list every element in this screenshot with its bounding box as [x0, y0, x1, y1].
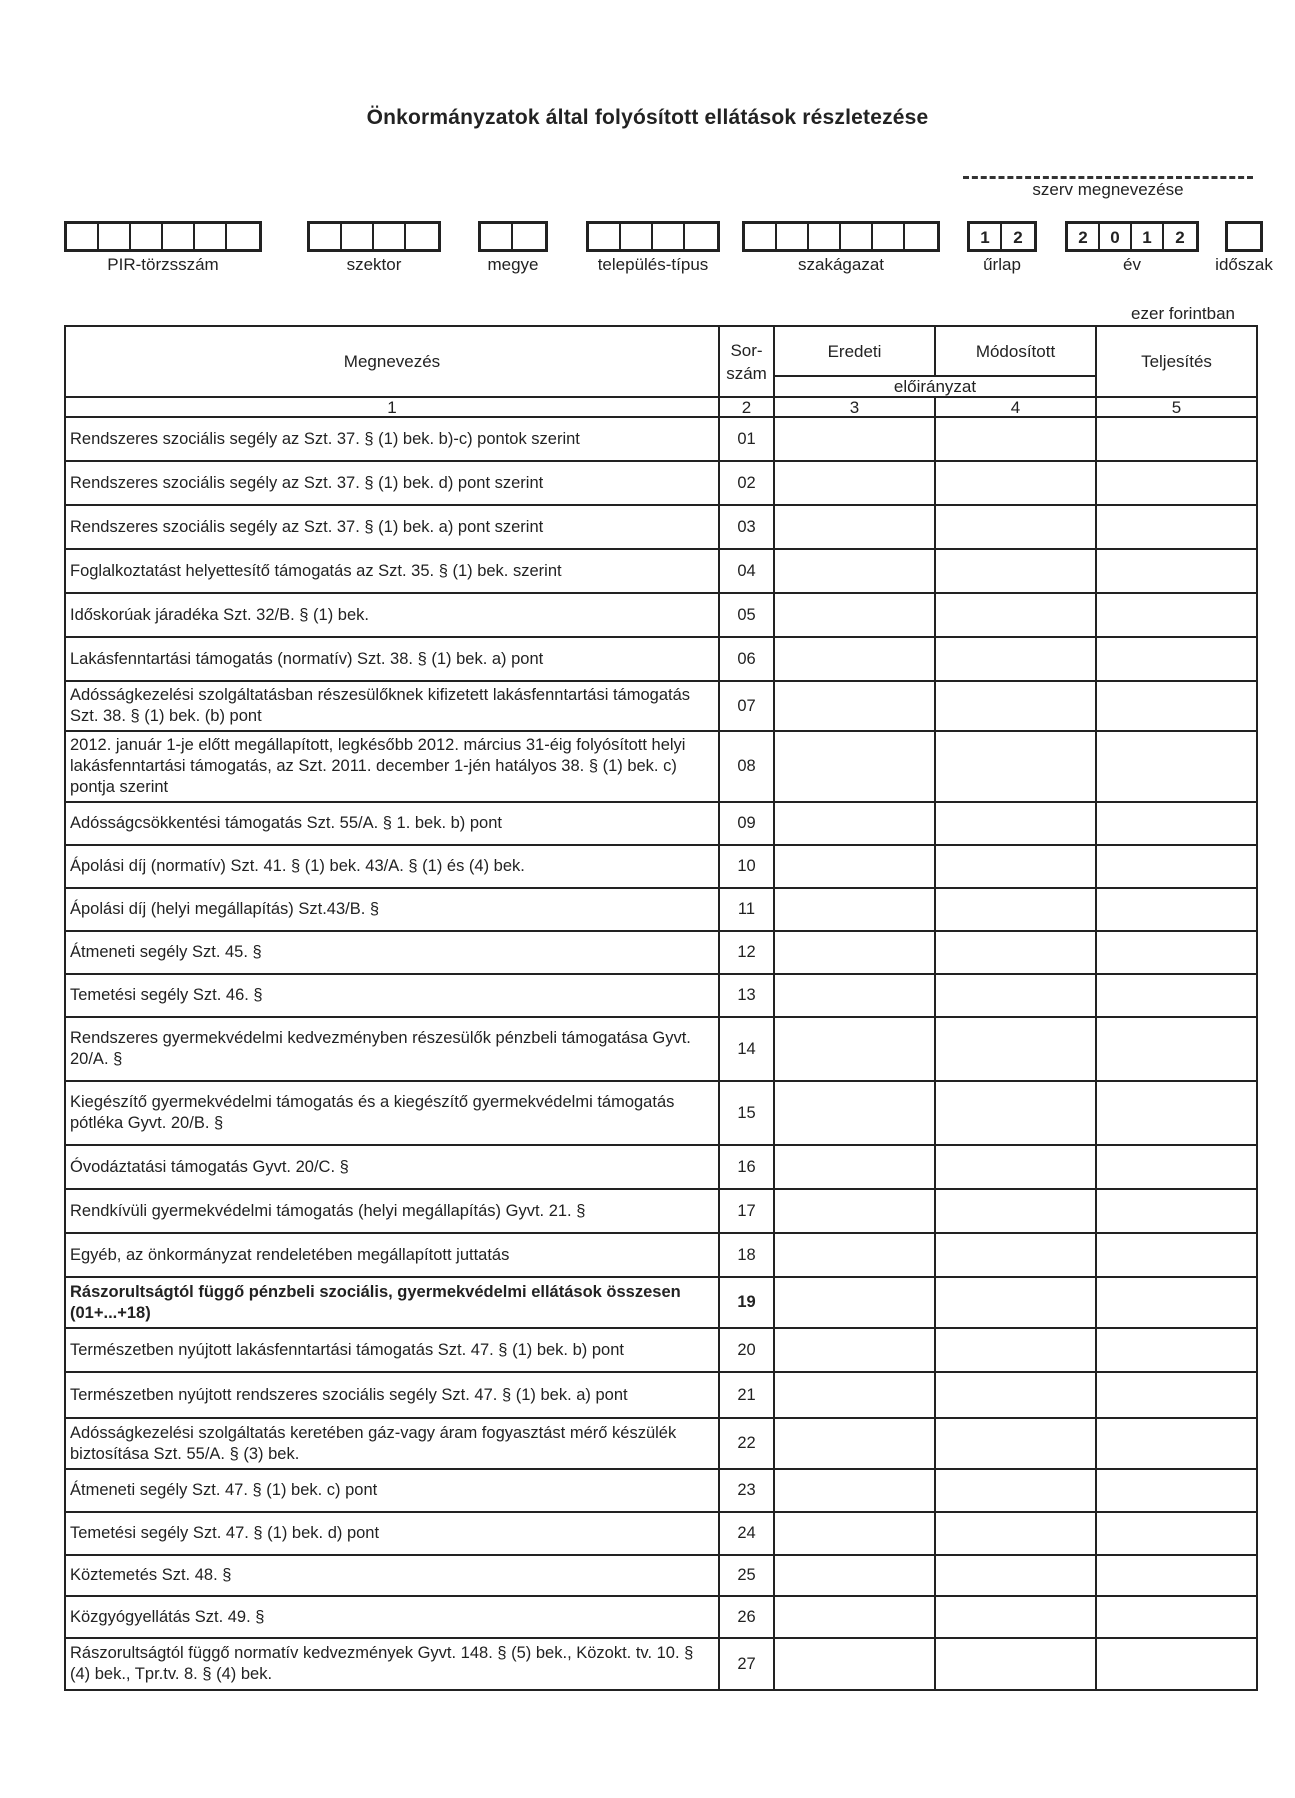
- code-box[interactable]: [227, 224, 259, 249]
- row-label: Foglalkoztatást helyettesítő támogatás az Szt. 35. § (1) bek. szerint: [65, 549, 719, 593]
- row-code: 08: [719, 731, 774, 802]
- code-group-label: PIR-törzsszám: [107, 255, 219, 274]
- code-box-row: [742, 221, 940, 252]
- performance-cell[interactable]: [1096, 681, 1257, 731]
- performance-cell[interactable]: [1096, 549, 1257, 593]
- col-number: 5: [1096, 397, 1257, 417]
- row-label: Lakásfenntartási támogatás (normatív) Szt. 38. § (1) bek. a) pont: [65, 637, 719, 681]
- row-label: Természetben nyújtott rendszeres szociális segély Szt. 47. § (1) bek. a) pont: [65, 1372, 719, 1418]
- performance-cell[interactable]: [1096, 505, 1257, 549]
- modified-cell[interactable]: [935, 974, 1096, 1017]
- code-box[interactable]: [621, 224, 653, 249]
- row-code: 07: [719, 681, 774, 731]
- original-cell[interactable]: [774, 888, 935, 931]
- modified-cell[interactable]: [935, 1017, 1096, 1081]
- code-box[interactable]: [777, 224, 809, 249]
- original-cell[interactable]: [774, 845, 935, 888]
- table-row: [65, 593, 1257, 637]
- row-code: 04: [719, 549, 774, 593]
- row-code: 01: [719, 417, 774, 461]
- row-code: 21: [719, 1372, 774, 1418]
- modified-cell[interactable]: [935, 505, 1096, 549]
- code-box[interactable]: [841, 224, 873, 249]
- row-code: 23: [719, 1469, 774, 1512]
- table-row: [65, 1596, 1257, 1638]
- code-group-label: szakágazat: [798, 255, 884, 274]
- modified-cell[interactable]: [935, 1328, 1096, 1372]
- row-label: Rászorultságtól függő pénzbeli szociális, gyermekvédelmi ellátások összesen (01+...+18): [65, 1277, 719, 1328]
- code-box[interactable]: [1228, 224, 1260, 249]
- code-box[interactable]: [685, 224, 717, 249]
- code-box[interactable]: [873, 224, 905, 249]
- header-serial: [719, 326, 774, 397]
- original-cell[interactable]: [774, 417, 935, 461]
- row-label: Óvodáztatási támogatás Gyvt. 20/C. §: [65, 1145, 719, 1189]
- performance-cell[interactable]: [1096, 1328, 1257, 1372]
- modified-cell[interactable]: [935, 1596, 1096, 1638]
- code-group-label: év: [1123, 255, 1141, 274]
- performance-cell[interactable]: [1096, 1233, 1257, 1277]
- table-row: [65, 1638, 1257, 1690]
- table-row: [65, 505, 1257, 549]
- org-name-label: szerv megnevezése: [1032, 180, 1184, 199]
- performance-cell[interactable]: [1096, 1418, 1257, 1469]
- performance-cell[interactable]: [1096, 1017, 1257, 1081]
- original-cell[interactable]: [774, 1145, 935, 1189]
- code-box-row: [478, 221, 548, 252]
- row-label: Rendszeres szociális segély az Szt. 37. § (1) bek. a) pont szerint: [65, 505, 719, 549]
- table-row: [65, 549, 1257, 593]
- original-cell[interactable]: [774, 1189, 935, 1233]
- table-row: [65, 1189, 1257, 1233]
- row-label: Rendkívüli gyermekvédelmi támogatás (helyi megállapítás) Gyvt. 21. §: [65, 1189, 719, 1233]
- code-boxes: [0, 221, 1295, 281]
- modified-cell[interactable]: [935, 1189, 1096, 1233]
- original-cell[interactable]: [774, 802, 935, 845]
- header-appropriation: előirányzat: [774, 376, 1096, 397]
- performance-cell[interactable]: [1096, 637, 1257, 681]
- modified-cell[interactable]: [935, 1277, 1096, 1328]
- code-box[interactable]: 0: [1100, 224, 1132, 249]
- row-label: 2012. január 1-je előtt megállapított, legkésőbb 2012. március 31-éig folyósított helyi lakásfenntartási támogatás, az Szt. 2011. december 1-jén hatályos 38. § (1) bek. c) pontja szerint: [65, 731, 719, 802]
- table-row: [65, 1555, 1257, 1596]
- modified-cell[interactable]: [935, 845, 1096, 888]
- header-serial-line1: Sor-: [730, 340, 763, 360]
- original-cell[interactable]: [774, 1512, 935, 1555]
- original-cell[interactable]: [774, 1418, 935, 1469]
- row-code: 17: [719, 1189, 774, 1233]
- performance-cell[interactable]: [1096, 417, 1257, 461]
- row-label: Temetési segély Szt. 47. § (1) bek. d) pont: [65, 1512, 719, 1555]
- code-group: [1215, 221, 1273, 275]
- row-code: 09: [719, 802, 774, 845]
- code-box[interactable]: [513, 224, 545, 249]
- code-box[interactable]: [310, 224, 342, 249]
- row-label: Temetési segély Szt. 46. §: [65, 974, 719, 1017]
- row-code: 19: [719, 1277, 774, 1328]
- modified-cell[interactable]: [935, 549, 1096, 593]
- modified-cell[interactable]: [935, 731, 1096, 802]
- performance-cell[interactable]: [1096, 974, 1257, 1017]
- row-code: 14: [719, 1017, 774, 1081]
- original-cell[interactable]: [774, 505, 935, 549]
- performance-cell[interactable]: [1096, 593, 1257, 637]
- modified-cell[interactable]: [935, 1372, 1096, 1418]
- original-cell[interactable]: [774, 1277, 935, 1328]
- row-label: Rászorultságtól függő normatív kedvezmények Gyvt. 148. § (5) bek., Közokt. tv. 10. § (4) bek., Tpr.tv. 8. § (4) bek.: [65, 1638, 719, 1690]
- original-cell[interactable]: [774, 931, 935, 974]
- table-row: [65, 1372, 1257, 1418]
- table-row: [65, 1017, 1257, 1081]
- row-code: 05: [719, 593, 774, 637]
- col-number: 3: [774, 397, 935, 417]
- row-label: Adósságkezelési szolgáltatásban részesülőknek kifizetett lakásfenntartási támogatás Szt. 38. § (1) bek. (b) pont: [65, 681, 719, 731]
- row-label: Időskorúak járadéka Szt. 32/B. § (1) bek.: [65, 593, 719, 637]
- header-original: Eredeti: [774, 326, 935, 376]
- performance-cell[interactable]: [1096, 1372, 1257, 1418]
- original-cell[interactable]: [774, 1555, 935, 1596]
- row-code: 18: [719, 1233, 774, 1277]
- code-group-label: megye: [487, 255, 539, 274]
- code-box[interactable]: [67, 224, 99, 249]
- code-box[interactable]: 2: [1068, 224, 1100, 249]
- performance-cell[interactable]: [1096, 888, 1257, 931]
- performance-cell[interactable]: [1096, 1145, 1257, 1189]
- performance-cell[interactable]: [1096, 845, 1257, 888]
- code-group: [586, 221, 720, 275]
- row-label: Adósságkezelési szolgáltatás keretében gáz-vagy áram fogyasztást mérő készülék biztosítása Szt. 55/A. § (3) bek.: [65, 1418, 719, 1469]
- code-box[interactable]: [653, 224, 685, 249]
- performance-cell[interactable]: [1096, 1638, 1257, 1690]
- original-cell[interactable]: [774, 1017, 935, 1081]
- table-row: [65, 802, 1257, 845]
- code-box[interactable]: [809, 224, 841, 249]
- modified-cell[interactable]: [935, 1081, 1096, 1145]
- col-number: 4: [935, 397, 1096, 417]
- original-cell[interactable]: [774, 593, 935, 637]
- performance-cell[interactable]: [1096, 1081, 1257, 1145]
- modified-cell[interactable]: [935, 931, 1096, 974]
- table-row: [65, 681, 1257, 731]
- code-group: [742, 221, 940, 275]
- code-group-label: szektor: [346, 255, 402, 274]
- modified-cell[interactable]: [935, 681, 1096, 731]
- code-box-row: [967, 221, 1037, 252]
- row-label: Köztemetés Szt. 48. §: [65, 1555, 719, 1596]
- row-code: 03: [719, 505, 774, 549]
- table-row: [65, 1145, 1257, 1189]
- header-modified: Módosított: [935, 326, 1096, 376]
- modified-cell[interactable]: [935, 1555, 1096, 1596]
- modified-cell[interactable]: [935, 1145, 1096, 1189]
- table-row: [65, 931, 1257, 974]
- performance-cell[interactable]: [1096, 1512, 1257, 1555]
- allowance-table: [64, 325, 1258, 1691]
- original-cell[interactable]: [774, 1638, 935, 1690]
- code-box-row: [586, 221, 720, 252]
- table-row: [65, 1418, 1257, 1469]
- row-label: Átmeneti segély Szt. 45. §: [65, 931, 719, 974]
- row-label: Adósságcsökkentési támogatás Szt. 55/A. § 1. bek. b) pont: [65, 802, 719, 845]
- code-box[interactable]: 1: [1132, 224, 1164, 249]
- table-row: [65, 731, 1257, 802]
- original-cell[interactable]: [774, 549, 935, 593]
- table-row: [65, 1277, 1257, 1328]
- row-label: Egyéb, az önkormányzat rendeletében megállapított juttatás: [65, 1233, 719, 1277]
- row-code: 25: [719, 1555, 774, 1596]
- code-box-row: [307, 221, 441, 252]
- performance-cell[interactable]: [1096, 461, 1257, 505]
- modified-cell[interactable]: [935, 593, 1096, 637]
- row-label: Ápolási díj (helyi megállapítás) Szt.43/B. §: [65, 888, 719, 931]
- performance-cell[interactable]: [1096, 1189, 1257, 1233]
- row-label: Rendszeres szociális segély az Szt. 37. § (1) bek. d) pont szerint: [65, 461, 719, 505]
- code-box-row: [64, 221, 262, 252]
- performance-cell[interactable]: [1096, 731, 1257, 802]
- code-box[interactable]: [131, 224, 163, 249]
- table-row: [65, 1233, 1257, 1277]
- code-box[interactable]: [905, 224, 937, 249]
- modified-cell[interactable]: [935, 802, 1096, 845]
- row-code: 10: [719, 845, 774, 888]
- modified-cell[interactable]: [935, 1512, 1096, 1555]
- table-row: [65, 845, 1257, 888]
- header-performance: Teljesítés: [1096, 326, 1257, 397]
- code-box[interactable]: 1: [970, 224, 1002, 249]
- modified-cell[interactable]: [935, 888, 1096, 931]
- row-code: 06: [719, 637, 774, 681]
- performance-cell[interactable]: [1096, 1596, 1257, 1638]
- row-code: 16: [719, 1145, 774, 1189]
- code-box[interactable]: 2: [1013, 228, 1023, 247]
- code-group-label: időszak: [1215, 255, 1273, 274]
- col-number: 1: [65, 397, 719, 417]
- row-label: Ápolási díj (normatív) Szt. 41. § (1) bek. 43/A. § (1) és (4) bek.: [65, 845, 719, 888]
- table-row: [65, 1081, 1257, 1145]
- performance-cell[interactable]: [1096, 802, 1257, 845]
- table-row: [65, 1512, 1257, 1555]
- code-group: [1065, 221, 1199, 275]
- code-box[interactable]: [406, 224, 438, 249]
- row-label: Rendszeres szociális segély az Szt. 37. § (1) bek. b)-c) pontok szerint: [65, 417, 719, 461]
- code-box-row: [1065, 221, 1199, 252]
- org-name-line[interactable]: [963, 176, 1253, 179]
- table-row: [65, 417, 1257, 461]
- row-code: 22: [719, 1418, 774, 1469]
- modified-cell[interactable]: [935, 1233, 1096, 1277]
- row-label: Átmeneti segély Szt. 47. § (1) bek. c) pont: [65, 1469, 719, 1512]
- row-code: 24: [719, 1512, 774, 1555]
- code-box[interactable]: [195, 224, 227, 249]
- original-cell[interactable]: [774, 1469, 935, 1512]
- original-cell[interactable]: [774, 1233, 935, 1277]
- code-box-row: [1225, 221, 1263, 252]
- code-box[interactable]: [99, 224, 131, 249]
- row-code: 15: [719, 1081, 774, 1145]
- performance-cell[interactable]: [1096, 1469, 1257, 1512]
- original-cell[interactable]: [774, 731, 935, 802]
- original-cell[interactable]: [774, 1596, 935, 1638]
- performance-cell[interactable]: [1096, 1277, 1257, 1328]
- original-cell[interactable]: [774, 637, 935, 681]
- row-code: 26: [719, 1596, 774, 1638]
- modified-cell[interactable]: [935, 417, 1096, 461]
- code-group: [307, 221, 441, 275]
- row-label: Rendszeres gyermekvédelmi kedvezményben részesülők pénzbeli támogatása Gyvt. 20/A. §: [65, 1017, 719, 1081]
- row-code: 20: [719, 1328, 774, 1372]
- row-label: Kiegészítő gyermekvédelmi támogatás és a kiegészítő gyermekvédelmi támogatás pótléka Gyvt. 20/B. §: [65, 1081, 719, 1145]
- original-cell[interactable]: [774, 974, 935, 1017]
- row-label: Közgyógyellátás Szt. 49. §: [65, 1596, 719, 1638]
- code-box[interactable]: [481, 224, 513, 249]
- table-row: [65, 974, 1257, 1017]
- code-box[interactable]: [589, 224, 621, 249]
- code-group: [478, 221, 548, 275]
- original-cell[interactable]: [774, 1372, 935, 1418]
- modified-cell[interactable]: [935, 1469, 1096, 1512]
- code-box[interactable]: [163, 224, 195, 249]
- code-box[interactable]: [342, 224, 374, 249]
- col-number: 2: [719, 397, 774, 417]
- modified-cell[interactable]: [935, 1418, 1096, 1469]
- row-code: 12: [719, 931, 774, 974]
- original-cell[interactable]: [774, 461, 935, 505]
- header-serial-line2: szám: [726, 363, 767, 383]
- modified-cell[interactable]: [935, 1638, 1096, 1690]
- row-label: Természetben nyújtott lakásfenntartási támogatás Szt. 47. § (1) bek. b) pont: [65, 1328, 719, 1372]
- code-box[interactable]: [745, 224, 777, 249]
- original-cell[interactable]: [774, 681, 935, 731]
- row-code: 27: [719, 1638, 774, 1690]
- table-row: [65, 461, 1257, 505]
- code-group-label: település-típus: [597, 255, 709, 274]
- performance-cell[interactable]: [1096, 931, 1257, 974]
- code-group-label: űrlap: [983, 255, 1021, 274]
- row-code: 02: [719, 461, 774, 505]
- performance-cell[interactable]: [1096, 1555, 1257, 1596]
- page-title: Önkormányzatok által folyósított ellátások részletezése: [366, 106, 929, 129]
- table-row: [65, 637, 1257, 681]
- row-code: 11: [719, 888, 774, 931]
- code-box[interactable]: 2: [1175, 228, 1185, 247]
- code-group: [64, 221, 262, 275]
- unit-label: ezer forintban: [1131, 304, 1235, 323]
- modified-cell[interactable]: [935, 461, 1096, 505]
- table-row: [65, 888, 1257, 931]
- table-row: [65, 1328, 1257, 1372]
- header-name: Megnevezés: [65, 326, 719, 397]
- original-cell[interactable]: [774, 1328, 935, 1372]
- code-box[interactable]: [374, 224, 406, 249]
- original-cell[interactable]: [774, 1081, 935, 1145]
- row-code: 13: [719, 974, 774, 1017]
- modified-cell[interactable]: [935, 637, 1096, 681]
- table-row: [65, 1469, 1257, 1512]
